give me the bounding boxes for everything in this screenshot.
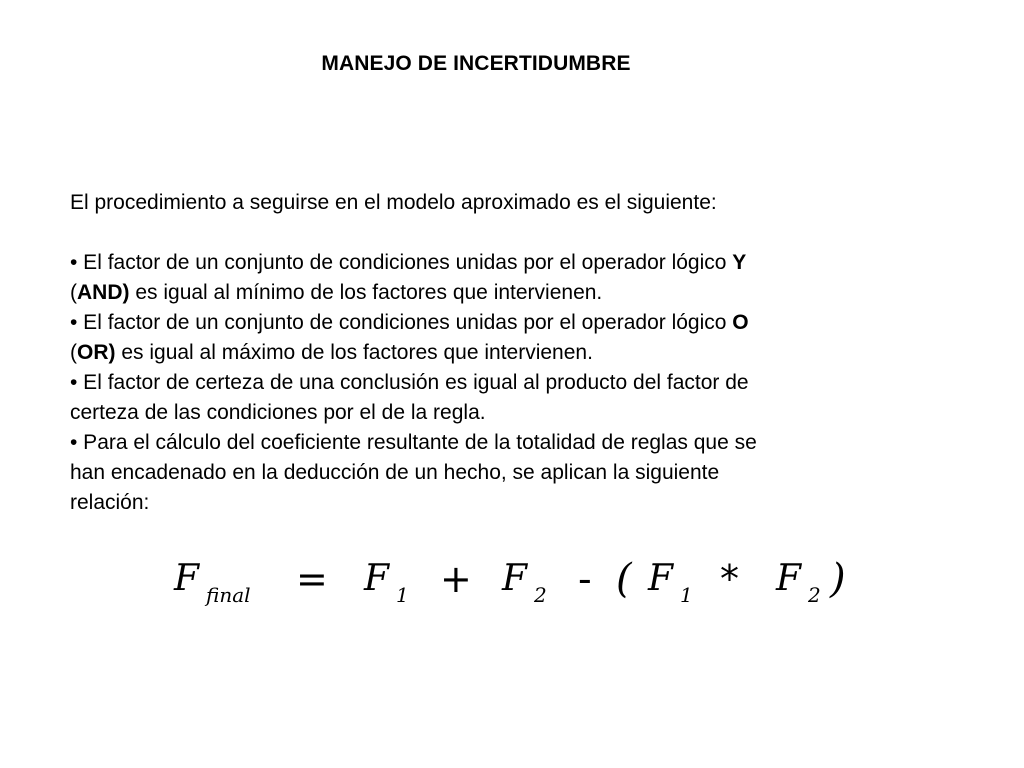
bullet-1-rest: es igual al mínimo de los factores que intervienen. [129, 281, 603, 304]
bullet-1-line-2 [70, 278, 950, 308]
bullet-2-paren: ( [70, 341, 77, 364]
bullet-1-line-1 [70, 248, 950, 278]
formula-equals: = [296, 557, 328, 601]
formula-f1: F [364, 558, 389, 599]
formula-times: * [720, 557, 739, 601]
formula-f2: F [502, 558, 527, 599]
bullet-2-rest: es igual al máximo de los factores que intervienen. [115, 341, 593, 364]
formula-f2-second: F [776, 558, 801, 599]
formula-f1-second: F [648, 558, 673, 599]
formula-minus: - [578, 557, 592, 601]
formula-sub-final: final [206, 583, 251, 607]
bullet-4-line-3: relación: [70, 491, 150, 514]
slide-title: MANEJO DE INCERTIDUMBRE [321, 52, 631, 75]
bullet-1-operator: Y [732, 251, 747, 274]
formula-plus: + [440, 557, 472, 601]
formula-left-paren: ( [616, 556, 632, 602]
bullet-2-text: • El factor de un conjunto de condiciones unidas por el operador lógico [70, 311, 733, 334]
bullet-2-line-1 [70, 308, 950, 338]
bullet-4-line-1: • Para el cálculo del coeficiente resultante de la totalidad de reglas que se [70, 431, 757, 454]
bullet-3-line-2: certeza de las condiciones por el de la regla. [70, 401, 486, 424]
formula-sub-2: 2 [534, 583, 547, 607]
bullet-2-operator-en: OR) [77, 341, 116, 364]
formula-f-final: F [174, 558, 199, 599]
bullet-1-paren: ( [70, 281, 77, 304]
bullet-3-line-1: • El factor de certeza de una conclusión es igual al producto del factor de [70, 371, 749, 394]
spacer [70, 218, 950, 248]
bullet-4-line-2: han encadenado en la deducción de un hecho, se aplican la siguiente [70, 461, 720, 484]
formula-right-paren: ) [830, 556, 846, 602]
formula-svg [160, 548, 860, 618]
formula-sub-1-second: 1 [680, 583, 693, 607]
bullet-1-text: • El factor de un conjunto de condiciones unidas por el operador lógico [70, 251, 733, 274]
bullet-2-operator: O [732, 311, 749, 334]
bullet-1-operator-en: AND) [77, 281, 130, 304]
bullet-2-line-2 [70, 338, 950, 368]
formula [160, 548, 860, 618]
intro-text: El procedimiento a seguirse en el modelo aproximado es el siguiente: [70, 191, 717, 214]
formula-sub-2-second: 2 [808, 583, 821, 607]
slide-body [70, 188, 950, 518]
formula-sub-1: 1 [396, 583, 409, 607]
